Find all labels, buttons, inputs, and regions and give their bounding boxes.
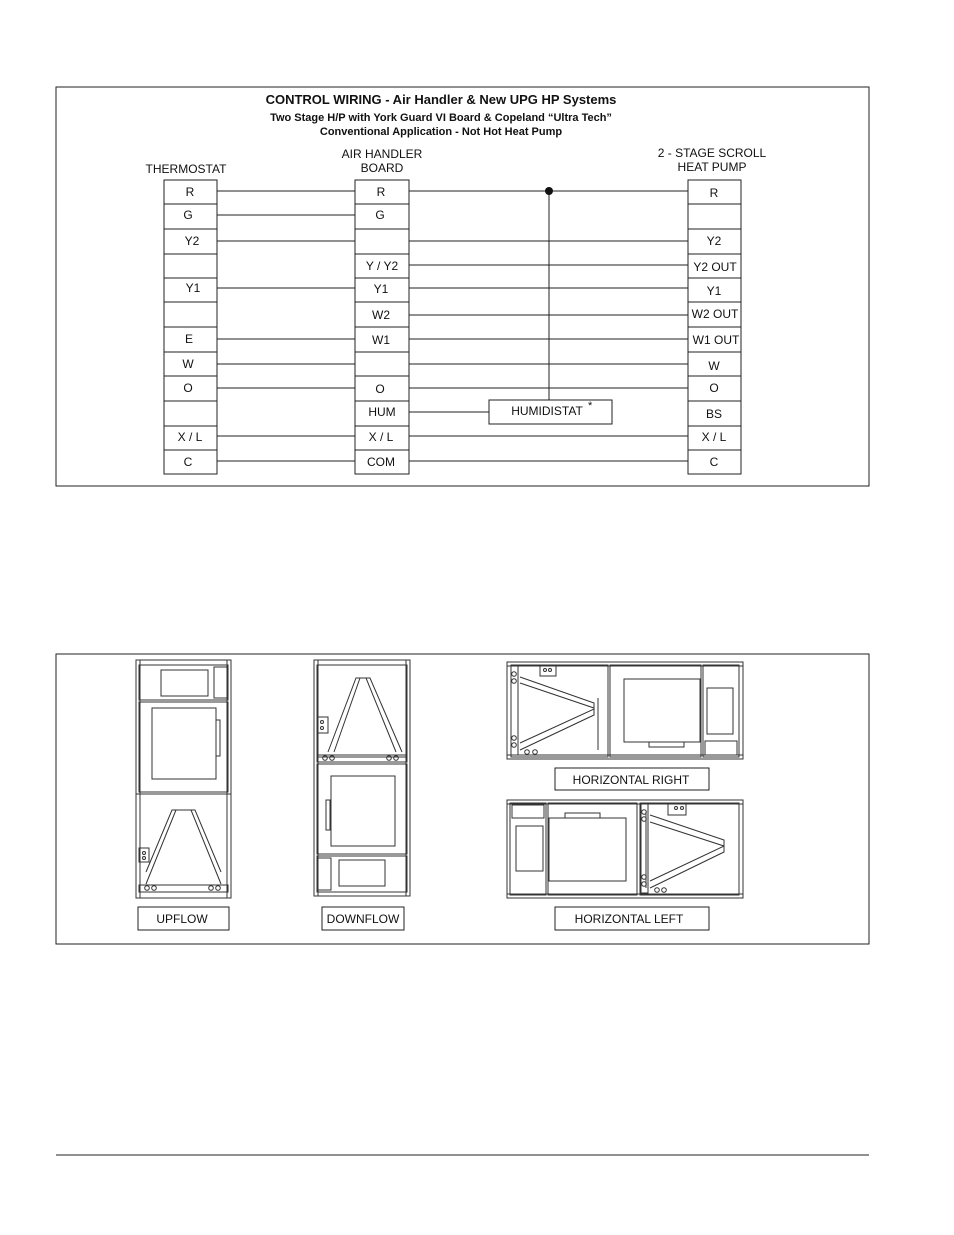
orientation-diagram <box>56 654 869 944</box>
heat-pump-header-line1: 2 - STAGE SCROLL <box>657 146 767 160</box>
orientation-diagram-frame <box>56 654 869 944</box>
thermostat-terminal-label: W <box>182 357 194 371</box>
air-handler-terminal-label: W2 <box>372 308 390 322</box>
thermostat-terminals <box>164 180 217 474</box>
humidistat-mark: * <box>588 400 593 412</box>
heat-pump-terminals <box>688 180 741 474</box>
air-handler-terminal-label: HUM <box>368 405 396 419</box>
heat-pump-terminal-label: Y2 <box>706 234 722 248</box>
heat-pump-terminal-label: W <box>708 359 720 373</box>
humidistat-label: HUMIDISTAT <box>511 404 583 418</box>
wiring-diagram <box>56 87 869 486</box>
thermostat-terminal <box>164 302 217 327</box>
heat-pump-terminal-label: BS <box>705 407 723 421</box>
wiring-subtitle-1: Two Stage H/P with York Guard VI Board & Copeland “Ultra Tech” <box>270 112 612 124</box>
heat-pump-terminal-label: W1 OUT <box>692 333 740 347</box>
air-handler-terminal-label: Y1 <box>373 282 389 296</box>
air-handler-header-line2: BOARD <box>360 161 404 175</box>
thermostat-terminal-label: X / L <box>177 430 203 444</box>
downflow-unit <box>314 660 410 896</box>
air-handler-terminal-label: R <box>376 185 386 199</box>
air-handler-terminal <box>355 229 409 254</box>
thermostat-header: THERMOSTAT <box>145 162 227 176</box>
thermostat-terminal <box>164 254 217 278</box>
wiring-subtitle-2: Conventional Application - Not Hot Heat Pump <box>319 126 563 138</box>
heat-pump-terminal-label: R <box>709 186 719 200</box>
heat-pump-terminal-label: O <box>709 381 719 395</box>
air-handler-terminal-label: W1 <box>372 333 390 347</box>
heat-pump-terminal-label: X / L <box>701 430 727 444</box>
thermostat-terminal-label: G <box>183 208 193 222</box>
thermostat-terminal <box>164 401 217 426</box>
thermostat-terminal-label: Y1 <box>185 281 201 295</box>
thermostat-terminal-label: R <box>185 185 195 199</box>
air-handler-terminals <box>355 180 409 474</box>
heat-pump-terminal-label: Y1 <box>706 284 722 298</box>
heat-pump-terminal-label: W2 OUT <box>691 307 739 321</box>
thermostat-terminal-label: E <box>184 332 194 346</box>
thermostat-terminal-label: Y2 <box>184 234 200 248</box>
upflow-label: UPFLOW <box>156 912 208 926</box>
heat-pump-header-line2: HEAT PUMP <box>677 160 747 174</box>
air-handler-terminal-label: COM <box>367 455 395 469</box>
air-handler-terminal-label: O <box>375 382 385 396</box>
wires <box>217 191 688 461</box>
thermostat-terminal-label: C <box>183 455 193 469</box>
thermostat-terminal-label: O <box>183 381 193 395</box>
horizontal-right-label: HORIZONTAL RIGHT <box>572 773 690 787</box>
junction-dot <box>545 187 553 195</box>
horizontal-right-unit <box>507 662 743 759</box>
air-handler-terminal-label: G <box>375 208 385 222</box>
downflow-label: DOWNFLOW <box>326 912 400 926</box>
air-handler-terminal-label: Y / Y2 <box>365 259 399 273</box>
wiring-title: CONTROL WIRING - Air Handler & New UPG HP Systems <box>265 92 617 107</box>
air-handler-terminal-label: X / L <box>368 430 394 444</box>
heat-pump-terminal-label: C <box>709 455 719 469</box>
air-handler-header-line1: AIR HANDLER <box>341 147 423 161</box>
upflow-unit <box>136 660 231 898</box>
horizontal-left-label: HORIZONTAL LEFT <box>574 912 684 926</box>
horizontal-left-unit <box>507 800 743 898</box>
heat-pump-terminal <box>688 204 741 229</box>
air-handler-terminal <box>355 352 409 376</box>
heat-pump-terminal-label: Y2 OUT <box>693 260 737 274</box>
